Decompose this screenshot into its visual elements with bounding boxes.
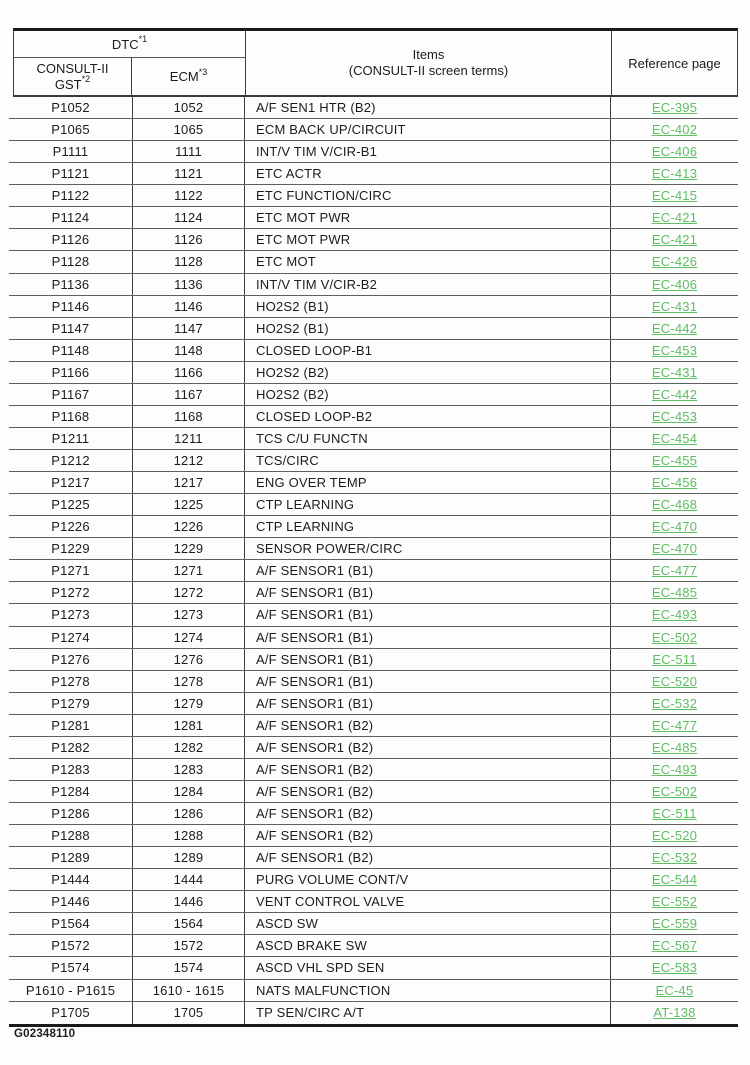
table-row bbox=[9, 362, 738, 384]
item-name-cell: A/F SENSOR1 (B1) bbox=[245, 560, 611, 581]
reference-cell bbox=[611, 318, 738, 339]
table-row bbox=[9, 472, 738, 494]
reference-cell bbox=[611, 715, 738, 736]
table-row bbox=[9, 251, 738, 273]
item-name-cell: CLOSED LOOP-B2 bbox=[245, 406, 611, 427]
item-name-cell: A/F SENSOR1 (B2) bbox=[245, 759, 611, 780]
reference-cell bbox=[611, 97, 738, 118]
reference-link[interactable]: EC-45 bbox=[655, 982, 694, 998]
reference-link[interactable]: EC-453 bbox=[651, 408, 698, 424]
reference-link[interactable]: EC-485 bbox=[651, 585, 698, 601]
dtc-gst-cell: P1444 bbox=[9, 869, 133, 890]
dtc-gst-cell: P1052 bbox=[9, 97, 133, 118]
table-header bbox=[13, 28, 738, 97]
dtc-ecm-cell: 1564 bbox=[133, 913, 245, 934]
reference-link[interactable]: EC-502 bbox=[651, 783, 698, 799]
table-row bbox=[9, 649, 738, 671]
table-row bbox=[9, 516, 738, 538]
dtc-ecm-cell: 1121 bbox=[133, 163, 245, 184]
reference-link[interactable]: EC-559 bbox=[651, 916, 698, 932]
reference-cell bbox=[611, 1002, 738, 1024]
reference-link[interactable]: EC-485 bbox=[651, 739, 698, 755]
table-row bbox=[9, 980, 738, 1002]
item-name-cell: ENG OVER TEMP bbox=[245, 472, 611, 493]
reference-link[interactable]: EC-532 bbox=[651, 695, 698, 711]
reference-link[interactable]: EC-520 bbox=[651, 673, 698, 689]
dtc-gst-cell: P1284 bbox=[9, 781, 133, 802]
dtc-gst-cell: P1229 bbox=[9, 538, 133, 559]
item-name-cell: A/F SENSOR1 (B1) bbox=[245, 671, 611, 692]
dtc-gst-cell: P1147 bbox=[9, 318, 133, 339]
item-name-cell: TP SEN/CIRC A/T bbox=[245, 1002, 611, 1024]
dtc-ecm-cell: 1052 bbox=[133, 97, 245, 118]
item-name-cell: ETC ACTR bbox=[245, 163, 611, 184]
item-name-cell: A/F SENSOR1 (B2) bbox=[245, 803, 611, 824]
dtc-gst-cell: P1572 bbox=[9, 935, 133, 956]
dtc-ecm-cell: 1126 bbox=[133, 229, 245, 250]
dtc-ecm-cell: 1281 bbox=[133, 715, 245, 736]
table-row bbox=[9, 935, 738, 957]
reference-link[interactable]: AT-138 bbox=[653, 1005, 696, 1021]
dtc-ecm-cell: 1284 bbox=[133, 781, 245, 802]
reference-cell bbox=[611, 737, 738, 758]
ecm-footnote-marker: *3 bbox=[198, 66, 208, 77]
reference-link[interactable]: EC-442 bbox=[651, 386, 698, 402]
reference-cell bbox=[611, 560, 738, 581]
dtc-gst-cell: P1121 bbox=[9, 163, 133, 184]
reference-link[interactable]: EC-520 bbox=[651, 828, 698, 844]
reference-cell bbox=[611, 825, 738, 846]
item-name-cell: HO2S2 (B1) bbox=[245, 296, 611, 317]
item-name-cell: NATS MALFUNCTION bbox=[245, 980, 611, 1001]
reference-link[interactable]: EC-406 bbox=[651, 276, 698, 292]
item-name-cell: A/F SENSOR1 (B2) bbox=[245, 781, 611, 802]
dtc-gst-cell: P1446 bbox=[9, 891, 133, 912]
table-row bbox=[9, 693, 738, 715]
reference-link[interactable]: EC-477 bbox=[651, 717, 698, 733]
dtc-gst-cell: P1705 bbox=[9, 1002, 133, 1024]
reference-cell bbox=[611, 803, 738, 824]
reference-link[interactable]: EC-431 bbox=[651, 298, 698, 314]
table-row bbox=[9, 869, 738, 891]
dtc-gst-cell: P1124 bbox=[9, 207, 133, 228]
dtc-gst-cell: P1212 bbox=[9, 450, 133, 471]
dtc-group-label: DTC bbox=[111, 36, 139, 52]
dtc-gst-cell: P1283 bbox=[9, 759, 133, 780]
table-row bbox=[9, 97, 738, 119]
table-body bbox=[9, 97, 738, 1027]
table-row bbox=[9, 737, 738, 759]
dtc-gst-cell: P1281 bbox=[9, 715, 133, 736]
reference-cell bbox=[611, 935, 738, 956]
reference-cell bbox=[611, 119, 738, 140]
reference-cell bbox=[611, 207, 738, 228]
reference-link[interactable]: EC-470 bbox=[651, 519, 698, 535]
reference-cell bbox=[611, 957, 738, 978]
dtc-ecm-cell: 1217 bbox=[133, 472, 245, 493]
reference-cell bbox=[611, 627, 738, 648]
dtc-ecm-cell: 1211 bbox=[133, 428, 245, 449]
reference-link[interactable]: EC-544 bbox=[651, 872, 698, 888]
reference-link[interactable]: EC-493 bbox=[651, 761, 698, 777]
dtc-gst-cell: P1274 bbox=[9, 627, 133, 648]
table-row bbox=[9, 781, 738, 803]
dtc-subheader-row bbox=[14, 58, 245, 95]
items-label-line2: (CONSULT-II screen terms) bbox=[348, 63, 509, 78]
reference-cell bbox=[611, 847, 738, 868]
dtc-gst-cell: P1167 bbox=[9, 384, 133, 405]
reference-link[interactable]: EC-583 bbox=[651, 960, 698, 976]
reference-cell bbox=[611, 362, 738, 383]
table-row bbox=[9, 296, 738, 318]
table-row bbox=[9, 604, 738, 626]
dtc-gst-cell: P1279 bbox=[9, 693, 133, 714]
dtc-ecm-cell: 1212 bbox=[133, 450, 245, 471]
reference-link[interactable]: EC-455 bbox=[651, 453, 698, 469]
item-name-cell: PURG VOLUME CONT/V bbox=[245, 869, 611, 890]
item-name-cell: INT/V TIM V/CIR-B2 bbox=[245, 274, 611, 295]
reference-cell bbox=[611, 891, 738, 912]
dtc-gst-cell: P1574 bbox=[9, 957, 133, 978]
dtc-ecm-cell: 1274 bbox=[133, 627, 245, 648]
dtc-gst-cell: P1146 bbox=[9, 296, 133, 317]
dtc-ecm-cell: 1122 bbox=[133, 185, 245, 206]
items-label-line1: Items bbox=[412, 47, 445, 62]
item-name-cell: A/F SENSOR1 (B2) bbox=[245, 737, 611, 758]
table-row bbox=[9, 891, 738, 913]
reference-page-column-header bbox=[612, 31, 737, 95]
reference-link[interactable]: EC-502 bbox=[651, 629, 698, 645]
item-name-cell: CTP LEARNING bbox=[245, 516, 611, 537]
reference-cell bbox=[611, 340, 738, 361]
item-name-cell: ETC MOT PWR bbox=[245, 207, 611, 228]
dtc-ecm-cell: 1229 bbox=[133, 538, 245, 559]
item-name-cell: HO2S2 (B2) bbox=[245, 362, 611, 383]
dtc-ecm-cell: 1444 bbox=[133, 869, 245, 890]
reference-cell bbox=[611, 604, 738, 625]
dtc-ecm-cell: 1065 bbox=[133, 119, 245, 140]
table-row bbox=[9, 715, 738, 737]
consult-gst-column-header bbox=[14, 58, 132, 95]
reference-cell bbox=[611, 163, 738, 184]
gst-footnote-marker: *2 bbox=[81, 74, 91, 85]
ecm-label: ECM bbox=[169, 69, 199, 84]
dtc-gst-cell: P1217 bbox=[9, 472, 133, 493]
dtc-gst-cell: P1128 bbox=[9, 251, 133, 272]
reference-link[interactable]: EC-421 bbox=[651, 210, 698, 226]
reference-cell bbox=[611, 384, 738, 405]
reference-link[interactable]: EC-453 bbox=[651, 342, 698, 358]
reference-page-label: Reference page bbox=[628, 55, 721, 71]
reference-cell bbox=[611, 274, 738, 295]
items-column-header bbox=[246, 31, 612, 95]
item-name-cell: VENT CONTROL VALVE bbox=[245, 891, 611, 912]
dtc-gst-cell: P1276 bbox=[9, 649, 133, 670]
dtc-gst-cell: P1289 bbox=[9, 847, 133, 868]
table-row bbox=[9, 913, 738, 935]
item-name-cell: ASCD VHL SPD SEN bbox=[245, 957, 611, 978]
dtc-ecm-cell: 1225 bbox=[133, 494, 245, 515]
table-row bbox=[9, 759, 738, 781]
reference-link[interactable]: EC-421 bbox=[651, 232, 698, 248]
dtc-gst-cell: P1610 - P1615 bbox=[9, 980, 133, 1001]
table-row bbox=[9, 847, 738, 869]
reference-link[interactable]: EC-493 bbox=[651, 607, 698, 623]
reference-cell bbox=[611, 759, 738, 780]
reference-cell bbox=[611, 869, 738, 890]
reference-cell bbox=[611, 538, 738, 559]
reference-cell bbox=[611, 428, 738, 449]
reference-link[interactable]: EC-395 bbox=[651, 100, 698, 116]
table-row bbox=[9, 163, 738, 185]
dtc-ecm-cell: 1111 bbox=[133, 141, 245, 162]
item-name-cell: A/F SENSOR1 (B2) bbox=[245, 715, 611, 736]
table-row bbox=[9, 406, 738, 428]
dtc-ecm-cell: 1271 bbox=[133, 560, 245, 581]
item-name-cell: A/F SENSOR1 (B1) bbox=[245, 649, 611, 670]
dtc-ecm-cell: 1289 bbox=[133, 847, 245, 868]
table-row bbox=[9, 340, 738, 362]
figure-id: G02348110 bbox=[14, 1028, 76, 1040]
reference-link[interactable]: EC-402 bbox=[651, 122, 698, 138]
item-name-cell: ASCD BRAKE SW bbox=[245, 935, 611, 956]
table-row bbox=[9, 428, 738, 450]
item-name-cell: A/F SENSOR1 (B1) bbox=[245, 582, 611, 603]
dtc-ecm-cell: 1572 bbox=[133, 935, 245, 956]
dtc-ecm-cell: 1273 bbox=[133, 604, 245, 625]
consult-label-line2: GST bbox=[54, 76, 82, 92]
dtc-table bbox=[9, 28, 738, 1027]
reference-link[interactable]: EC-456 bbox=[651, 475, 698, 491]
reference-cell bbox=[611, 781, 738, 802]
item-name-cell: INT/V TIM V/CIR-B1 bbox=[245, 141, 611, 162]
dtc-gst-cell: P1278 bbox=[9, 671, 133, 692]
item-name-cell: ETC MOT PWR bbox=[245, 229, 611, 250]
reference-cell bbox=[611, 141, 738, 162]
dtc-ecm-cell: 1610 - 1615 bbox=[133, 980, 245, 1001]
reference-cell bbox=[611, 516, 738, 537]
dtc-gst-cell: P1065 bbox=[9, 119, 133, 140]
table-row bbox=[9, 803, 738, 825]
dtc-ecm-cell: 1276 bbox=[133, 649, 245, 670]
reference-link[interactable]: EC-470 bbox=[651, 541, 698, 557]
reference-link[interactable]: EC-426 bbox=[651, 254, 698, 270]
table-row bbox=[9, 582, 738, 604]
reference-link[interactable]: EC-477 bbox=[651, 563, 698, 579]
item-name-cell: A/F SENSOR1 (B1) bbox=[245, 693, 611, 714]
item-name-cell: CLOSED LOOP-B1 bbox=[245, 340, 611, 361]
reference-cell bbox=[611, 671, 738, 692]
table-row bbox=[9, 671, 738, 693]
reference-link[interactable]: EC-454 bbox=[651, 430, 698, 446]
dtc-group-header bbox=[14, 31, 245, 58]
dtc-ecm-cell: 1148 bbox=[133, 340, 245, 361]
table-row bbox=[9, 450, 738, 472]
table-row bbox=[9, 119, 738, 141]
item-name-cell: A/F SENSOR1 (B2) bbox=[245, 825, 611, 846]
dtc-ecm-cell: 1286 bbox=[133, 803, 245, 824]
dtc-ecm-cell: 1282 bbox=[133, 737, 245, 758]
reference-link[interactable]: EC-431 bbox=[651, 364, 698, 380]
dtc-ecm-cell: 1128 bbox=[133, 251, 245, 272]
item-name-cell: ASCD SW bbox=[245, 913, 611, 934]
dtc-ecm-cell: 1272 bbox=[133, 582, 245, 603]
dtc-gst-cell: P1122 bbox=[9, 185, 133, 206]
reference-link[interactable]: EC-468 bbox=[651, 497, 698, 513]
table-row bbox=[9, 560, 738, 582]
table-row bbox=[9, 538, 738, 560]
dtc-ecm-cell: 1283 bbox=[133, 759, 245, 780]
dtc-ecm-cell: 1146 bbox=[133, 296, 245, 317]
item-name-cell: A/F SENSOR1 (B1) bbox=[245, 604, 611, 625]
consult-label-line1: CONSULT-II bbox=[36, 60, 109, 76]
dtc-ecm-cell: 1168 bbox=[133, 406, 245, 427]
item-name-cell: ETC FUNCTION/CIRC bbox=[245, 185, 611, 206]
table-row bbox=[9, 229, 738, 251]
dtc-ecm-cell: 1446 bbox=[133, 891, 245, 912]
item-name-cell: HO2S2 (B1) bbox=[245, 318, 611, 339]
item-name-cell: HO2S2 (B2) bbox=[245, 384, 611, 405]
reference-cell bbox=[611, 472, 738, 493]
dtc-gst-cell: P1148 bbox=[9, 340, 133, 361]
table-row bbox=[9, 1002, 738, 1024]
dtc-gst-cell: P1166 bbox=[9, 362, 133, 383]
dtc-gst-cell: P1111 bbox=[9, 141, 133, 162]
dtc-gst-cell: P1272 bbox=[9, 582, 133, 603]
dtc-gst-cell: P1286 bbox=[9, 803, 133, 824]
reference-link[interactable]: EC-511 bbox=[652, 806, 697, 822]
dtc-gst-cell: P1282 bbox=[9, 737, 133, 758]
dtc-header-group bbox=[14, 31, 246, 95]
reference-cell bbox=[611, 185, 738, 206]
item-name-cell: A/F SENSOR1 (B1) bbox=[245, 627, 611, 648]
reference-link[interactable]: EC-406 bbox=[651, 144, 698, 160]
reference-link[interactable]: EC-442 bbox=[651, 320, 698, 336]
dtc-gst-cell: P1271 bbox=[9, 560, 133, 581]
table-row bbox=[9, 825, 738, 847]
table-row bbox=[9, 957, 738, 979]
reference-link[interactable]: EC-413 bbox=[651, 166, 698, 182]
item-name-cell: ETC MOT bbox=[245, 251, 611, 272]
item-name-cell: ECM BACK UP/CIRCUIT bbox=[245, 119, 611, 140]
dtc-ecm-cell: 1226 bbox=[133, 516, 245, 537]
dtc-ecm-cell: 1574 bbox=[133, 957, 245, 978]
reference-cell bbox=[611, 913, 738, 934]
dtc-gst-cell: P1225 bbox=[9, 494, 133, 515]
item-name-cell: TCS C/U FUNCTN bbox=[245, 428, 611, 449]
table-row bbox=[9, 627, 738, 649]
dtc-ecm-cell: 1166 bbox=[133, 362, 245, 383]
dtc-ecm-cell: 1288 bbox=[133, 825, 245, 846]
reference-cell bbox=[611, 251, 738, 272]
item-name-cell: CTP LEARNING bbox=[245, 494, 611, 515]
dtc-gst-cell: P1168 bbox=[9, 406, 133, 427]
reference-cell bbox=[611, 693, 738, 714]
dtc-ecm-cell: 1705 bbox=[133, 1002, 245, 1024]
dtc-footnote-marker: *1 bbox=[138, 34, 148, 45]
dtc-ecm-cell: 1278 bbox=[133, 671, 245, 692]
reference-cell bbox=[611, 450, 738, 471]
table-row bbox=[9, 494, 738, 516]
reference-link[interactable]: EC-511 bbox=[652, 651, 697, 667]
table-row bbox=[9, 318, 738, 340]
reference-cell bbox=[611, 582, 738, 603]
item-name-cell: A/F SENSOR1 (B2) bbox=[245, 847, 611, 868]
table-row bbox=[9, 384, 738, 406]
dtc-ecm-cell: 1136 bbox=[133, 274, 245, 295]
table-row bbox=[9, 207, 738, 229]
dtc-gst-cell: P1564 bbox=[9, 913, 133, 934]
table-row bbox=[9, 141, 738, 163]
dtc-gst-cell: P1288 bbox=[9, 825, 133, 846]
dtc-gst-cell: P1211 bbox=[9, 428, 133, 449]
dtc-gst-cell: P1136 bbox=[9, 274, 133, 295]
reference-cell bbox=[611, 406, 738, 427]
reference-link[interactable]: EC-415 bbox=[651, 188, 698, 204]
dtc-gst-cell: P1226 bbox=[9, 516, 133, 537]
reference-cell bbox=[611, 494, 738, 515]
reference-link[interactable]: EC-552 bbox=[651, 894, 698, 910]
reference-cell bbox=[611, 980, 738, 1001]
dtc-ecm-cell: 1124 bbox=[133, 207, 245, 228]
dtc-ecm-cell: 1147 bbox=[133, 318, 245, 339]
item-name-cell: A/F SEN1 HTR (B2) bbox=[245, 97, 611, 118]
reference-link[interactable]: EC-567 bbox=[651, 938, 698, 954]
reference-cell bbox=[611, 649, 738, 670]
reference-cell bbox=[611, 229, 738, 250]
dtc-gst-cell: P1126 bbox=[9, 229, 133, 250]
reference-cell bbox=[611, 296, 738, 317]
item-name-cell: SENSOR POWER/CIRC bbox=[245, 538, 611, 559]
dtc-ecm-cell: 1279 bbox=[133, 693, 245, 714]
ecm-column-header bbox=[132, 58, 245, 95]
dtc-ecm-cell: 1167 bbox=[133, 384, 245, 405]
table-row bbox=[9, 185, 738, 207]
reference-link[interactable]: EC-532 bbox=[651, 850, 698, 866]
dtc-gst-cell: P1273 bbox=[9, 604, 133, 625]
item-name-cell: TCS/CIRC bbox=[245, 450, 611, 471]
table-row bbox=[9, 274, 738, 296]
